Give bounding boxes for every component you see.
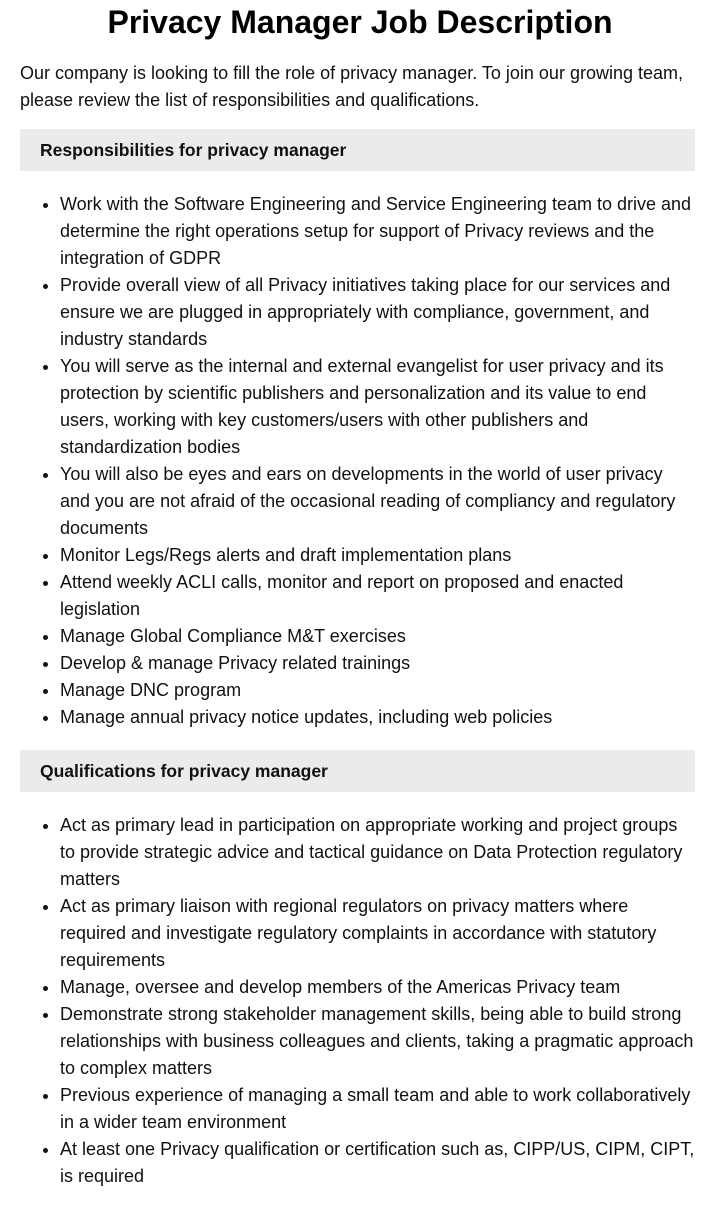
list-item: • Manage, oversee and develop members of the Americas Privacy team bbox=[60, 974, 695, 1001]
list-item: • At least one Privacy qualification or certification such as, CIPP/US, CIPM, CIPT, is required bbox=[60, 1136, 695, 1190]
list-item: • Manage Global Compliance M&T exercises bbox=[60, 623, 695, 650]
intro-paragraph: Our company is looking to fill the role of privacy manager. To join our growing team, please review the list of responsibilities and qualifications. bbox=[20, 63, 683, 110]
list-item: • Manage DNC program bbox=[60, 677, 695, 704]
list-item: • Provide overall view of all Privacy initiatives taking place for our services and ensure we are plugged in appropriately with compliance, government, and industry standards bbox=[60, 272, 695, 353]
qualifications-heading: Qualifications for privacy manager bbox=[20, 750, 695, 792]
list-item: • Previous experience of managing a small team and able to work collaboratively in a wider team environment bbox=[60, 1082, 695, 1136]
list-item: • You will serve as the internal and external evangelist for user privacy and its protection by scientific publishers and personalization and its value to end users, working with key customers/users with other publishers and standardization bodies bbox=[60, 353, 695, 461]
responsibilities-heading: Responsibilities for privacy manager bbox=[20, 129, 695, 171]
list-item: • Demonstrate strong stakeholder management skills, being able to build strong relationships with business colleagues and clients, taking a pragmatic approach to complex matters bbox=[60, 1001, 695, 1082]
list-item: • You will also be eyes and ears on developments in the world of user privacy and you are not afraid of the occasional reading of compliancy and regulatory documents bbox=[60, 461, 695, 542]
list-item: • Attend weekly ACLI calls, monitor and report on proposed and enacted legislation bbox=[60, 569, 695, 623]
list-item: • Monitor Legs/Regs alerts and draft implementation plans bbox=[60, 542, 695, 569]
qualifications-list bbox=[20, 812, 695, 1190]
list-item: • Work with the Software Engineering and Service Engineering team to drive and determine the right operations setup for support of Privacy reviews and the integration of GDPR bbox=[60, 191, 695, 272]
list-item: • Act as primary lead in participation on appropriate working and project groups to provide strategic advice and tactical guidance on Data Protection regulatory matters bbox=[60, 812, 695, 893]
responsibilities-list bbox=[20, 191, 695, 731]
list-item: • Develop & manage Privacy related trainings bbox=[60, 650, 695, 677]
page-title: Privacy Manager Job Description bbox=[107, 4, 613, 40]
list-item: • Act as primary liaison with regional regulators on privacy matters where required and investigate regulatory complaints in accordance with statutory requirements bbox=[60, 893, 695, 974]
list-item: • Manage annual privacy notice updates, including web policies bbox=[60, 704, 695, 731]
